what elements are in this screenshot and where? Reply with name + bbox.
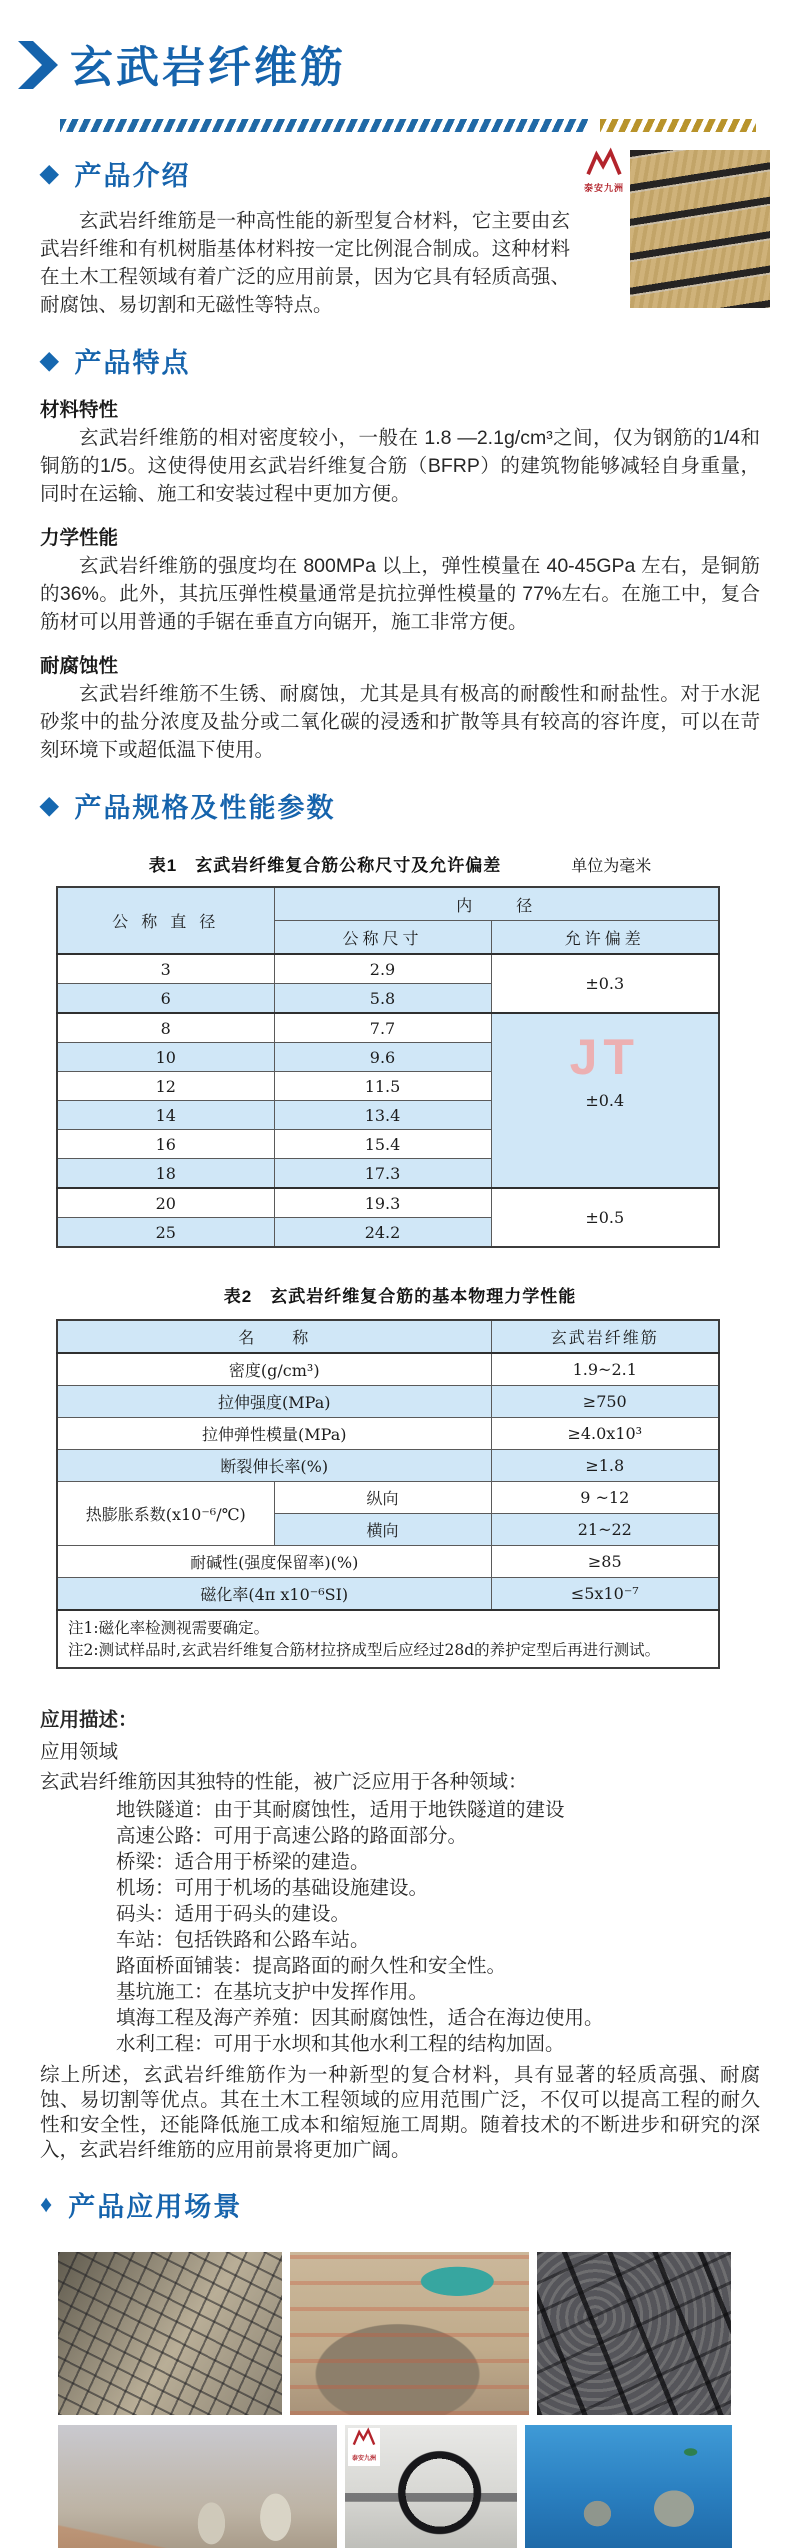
cell-property-value: ≤5x10⁻⁷ [491, 1578, 719, 1611]
application-section [40, 1707, 760, 2163]
application-list-item: 基坑施工：在基坑支护中发挥作用。 [116, 1981, 429, 2003]
table1-title: 表1 玄武岩纤维复合筋公称尺寸及允许偏差 [148, 856, 502, 875]
table-nominal-size-tolerance [56, 886, 720, 1248]
cell-diameter: 16 [57, 1130, 274, 1159]
feature-title: 力学性能 [40, 527, 119, 549]
section-heading-specs-label: 产品规格及性能参数 [74, 793, 336, 823]
diamond-icon: ◆ [40, 792, 61, 819]
application-list [40, 1797, 760, 2057]
intro-paragraph: 玄武岩纤维筋是一种高性能的新型复合材料，它主要由玄武岩纤维和有机树脂基体材料按一定比例混合制成。这种材料在土木工程领域有着广泛的应用前景，因为它具有轻质高强、耐腐蚀、易切割和无磁性等特点。 [40, 210, 570, 316]
application-summary: 综上所述，玄武岩纤维筋作为一种新型的复合材料，具有显著的轻质高强、耐腐蚀、易切割等优点。其在土木工程领域的应用范围广泛，不仅可以提高工程的耐久性和安全性，还能降低施工成本和缩短施工周期。随着技术的不断进步和研究的深入，玄武岩纤维筋的应用前景将更加广阔。 [40, 2064, 760, 2161]
feature-text: 玄武岩纤维筋的相对密度较小，一般在 1.8 —2.1g/cm³之间，仅为钢筋的1/4和铜筋的1/5。这使得使用玄武岩纤维复合筋（BFRP）的建筑物能够减轻自身重量，同时在运输、施工和安装过程中更加方便。 [40, 427, 760, 505]
cell-size: 7.7 [274, 1013, 491, 1043]
diamond-icon: ◆ [40, 160, 61, 187]
cell-diameter: 12 [57, 1072, 274, 1101]
section-heading-intro-label: 产品介绍 [74, 161, 191, 191]
cell-property-value: 1.9~2.1 [491, 1353, 719, 1386]
application-list-item: 码头：适用于码头的建设。 [116, 1903, 351, 1925]
cell-diameter: 10 [57, 1043, 274, 1072]
feature-text: 玄武岩纤维筋的强度均在 800MPa 以上，弹性模量在 40-45GPa 左右，是铜筋的36%。此外，其抗压弹性模量通常是抗拉弹性模量的 77%左右。在施工中，复合筋材可以用普通的手锯在垂直方向锯开，施工非常方便。 [40, 555, 760, 633]
col-header-name: 名 称 [57, 1320, 491, 1353]
col-header-value: 玄武岩纤维筋 [491, 1320, 719, 1353]
page [0, 34, 800, 2462]
cell-direction: 横向 [274, 1514, 491, 1546]
cell-diameter: 3 [57, 954, 274, 984]
specs-section [0, 786, 800, 1669]
photo-rebar-grid-closeup [537, 2252, 731, 2415]
cell-property-name: 磁化率(4π x10⁻⁶SI) [57, 1578, 491, 1611]
photo-rebar-mesh-installation [58, 2252, 282, 2415]
feature-title: 材料特性 [40, 399, 119, 421]
section-heading-features-label: 产品特点 [74, 348, 191, 378]
cell-size: 17.3 [274, 1159, 491, 1189]
brand-logo [582, 150, 626, 196]
cell-size: 9.6 [274, 1043, 491, 1072]
mountain-logo-icon [585, 150, 623, 178]
table2-note-line: 注2:测试样品时,玄武岩纤维复合筋材拉挤成型后应经过28d的养护定型后再进行测试。 [68, 1641, 661, 1659]
application-subtitle: 应用领域 [40, 1741, 119, 1763]
application-list-item: 车站：包括铁路和公路车站。 [116, 1929, 370, 1951]
photo-construction-site-trench [290, 2252, 529, 2415]
cell-size: 5.8 [274, 984, 491, 1014]
section-heading-specs [40, 786, 800, 825]
cell-size: 2.9 [274, 954, 491, 984]
diamond-icon: ◆ [40, 347, 61, 374]
cell-property-name: 拉伸强度(MPa) [57, 1386, 491, 1418]
cell-diameter: 20 [57, 1188, 274, 1218]
table1-caption-row [0, 851, 800, 876]
scene-image-grid [58, 2252, 800, 2548]
cell-diameter: 6 [57, 984, 274, 1014]
table1-body [57, 954, 719, 1247]
chevron-right-icon [18, 39, 60, 91]
cell-size: 24.2 [274, 1218, 491, 1248]
feature-title: 耐腐蚀性 [40, 655, 119, 677]
section-heading-intro [40, 154, 570, 193]
table2-note-line: 注1:磁化率检测视需要确定。 [68, 1619, 270, 1637]
application-title: 应用描述： [40, 1709, 138, 1731]
application-list-item: 水利工程：可用于水坝和其他水利工程的结构加固。 [116, 2033, 565, 2055]
blue-stripes [60, 119, 588, 132]
page-header [18, 34, 800, 95]
application-list-item: 机场：可用于机场的基础设施建设。 [116, 1877, 429, 1899]
jt-watermark: JT [569, 1029, 640, 1085]
page-title: 玄武岩纤维筋 [70, 44, 346, 92]
cell-size: 15.4 [274, 1130, 491, 1159]
application-lead: 玄武岩纤维筋因其独特的性能，被广泛应用于各种领域： [40, 1771, 528, 1793]
stripe-banner [60, 119, 800, 132]
brand-logo-text: 泰安九洲 [583, 183, 624, 193]
cell-property-value: ≥85 [491, 1546, 719, 1578]
table2-body [57, 1353, 719, 1668]
section-heading-scenes-label: 产品应用场景 [68, 2192, 243, 2222]
col-header-inner-diameter: 内 径 [274, 887, 719, 921]
cell-property-name: 耐碱性(强度保留率)(%) [57, 1546, 491, 1578]
col-header-tolerance: 允许偏差 [491, 921, 719, 955]
col-header-diameter: 公 称 直 径 [57, 887, 274, 954]
cell-property-value: ≥4.0x10³ [491, 1418, 719, 1450]
diamond-icon: ♦ [40, 2190, 55, 2218]
cell-tolerance: ±0.4 JT [491, 1013, 719, 1188]
feature-list [40, 394, 760, 764]
cell-size: 19.3 [274, 1188, 491, 1218]
section-heading-features [40, 341, 800, 380]
cell-diameter: 8 [57, 1013, 274, 1043]
cell-property-name: 密度(g/cm³) [57, 1353, 491, 1386]
cell-tolerance: ±0.3 [491, 954, 719, 1013]
table2-notes [57, 1610, 719, 1668]
cell-property-name: 断裂伸长率(%) [57, 1450, 491, 1482]
photo-basalt-rebar-bundle [630, 150, 770, 308]
cell-property-value: 9 ~12 [491, 1482, 719, 1514]
cell-size: 11.5 [274, 1072, 491, 1101]
cell-diameter: 25 [57, 1218, 274, 1248]
brand-logo [348, 2428, 380, 2466]
cell-direction: 纵向 [274, 1482, 491, 1514]
application-list-item: 地铁隧道：由于其耐腐蚀性，适用于地铁隧道的建设 [116, 1799, 565, 1821]
feature-text: 玄武岩纤维筋不生锈、耐腐蚀，尤其是具有极高的耐酸性和耐盐性。对于水泥砂浆中的盐分浓度及盐分或二氧化碳的浸透和扩散等具有较高的容许度，可以在苛刻环境下或超低温下使用。 [40, 683, 760, 761]
application-list-item: 路面桥面铺装：提高路面的耐久性和安全性。 [116, 1955, 507, 1977]
photo-underwater-artificial-reef [525, 2425, 732, 2548]
table-physical-mechanical-properties [56, 1319, 720, 1669]
cell-diameter: 18 [57, 1159, 274, 1189]
cell-property-value: 21~22 [491, 1514, 719, 1546]
gold-stripes [600, 119, 756, 132]
cell-size: 13.4 [274, 1101, 491, 1130]
mountain-logo-icon [351, 2429, 377, 2447]
cell-property-name: 热膨胀系数(x10⁻⁶/℃) [57, 1482, 274, 1546]
cell-property-value: ≥750 [491, 1386, 719, 1418]
table2-title: 表2 玄武岩纤维复合筋的基本物理力学性能 [223, 1287, 577, 1306]
table1-unit: 单位为毫米 [571, 856, 652, 875]
section-heading-scenes [40, 2185, 800, 2224]
photo-reef-cone-hoisting [58, 2425, 337, 2548]
application-list-item: 填海工程及海产养殖：因其耐腐蚀性，适合在海边使用。 [116, 2007, 604, 2029]
application-list-item: 高速公路：可用于高速公路的路面部分。 [116, 1825, 468, 1847]
application-list-item: 桥梁：适合用于桥梁的建造。 [116, 1851, 370, 1873]
photo-rebar-coil-warehouse [345, 2425, 517, 2548]
intro-media [582, 150, 770, 308]
cell-property-value: ≥1.8 [491, 1450, 719, 1482]
brand-logo-text: 泰安九洲 [351, 2456, 376, 2462]
col-header-nominal-size: 公称尺寸 [274, 921, 491, 955]
cell-tolerance: ±0.5 [491, 1188, 719, 1247]
cell-property-name: 拉伸弹性模量(MPa) [57, 1418, 491, 1450]
cell-diameter: 14 [57, 1101, 274, 1130]
